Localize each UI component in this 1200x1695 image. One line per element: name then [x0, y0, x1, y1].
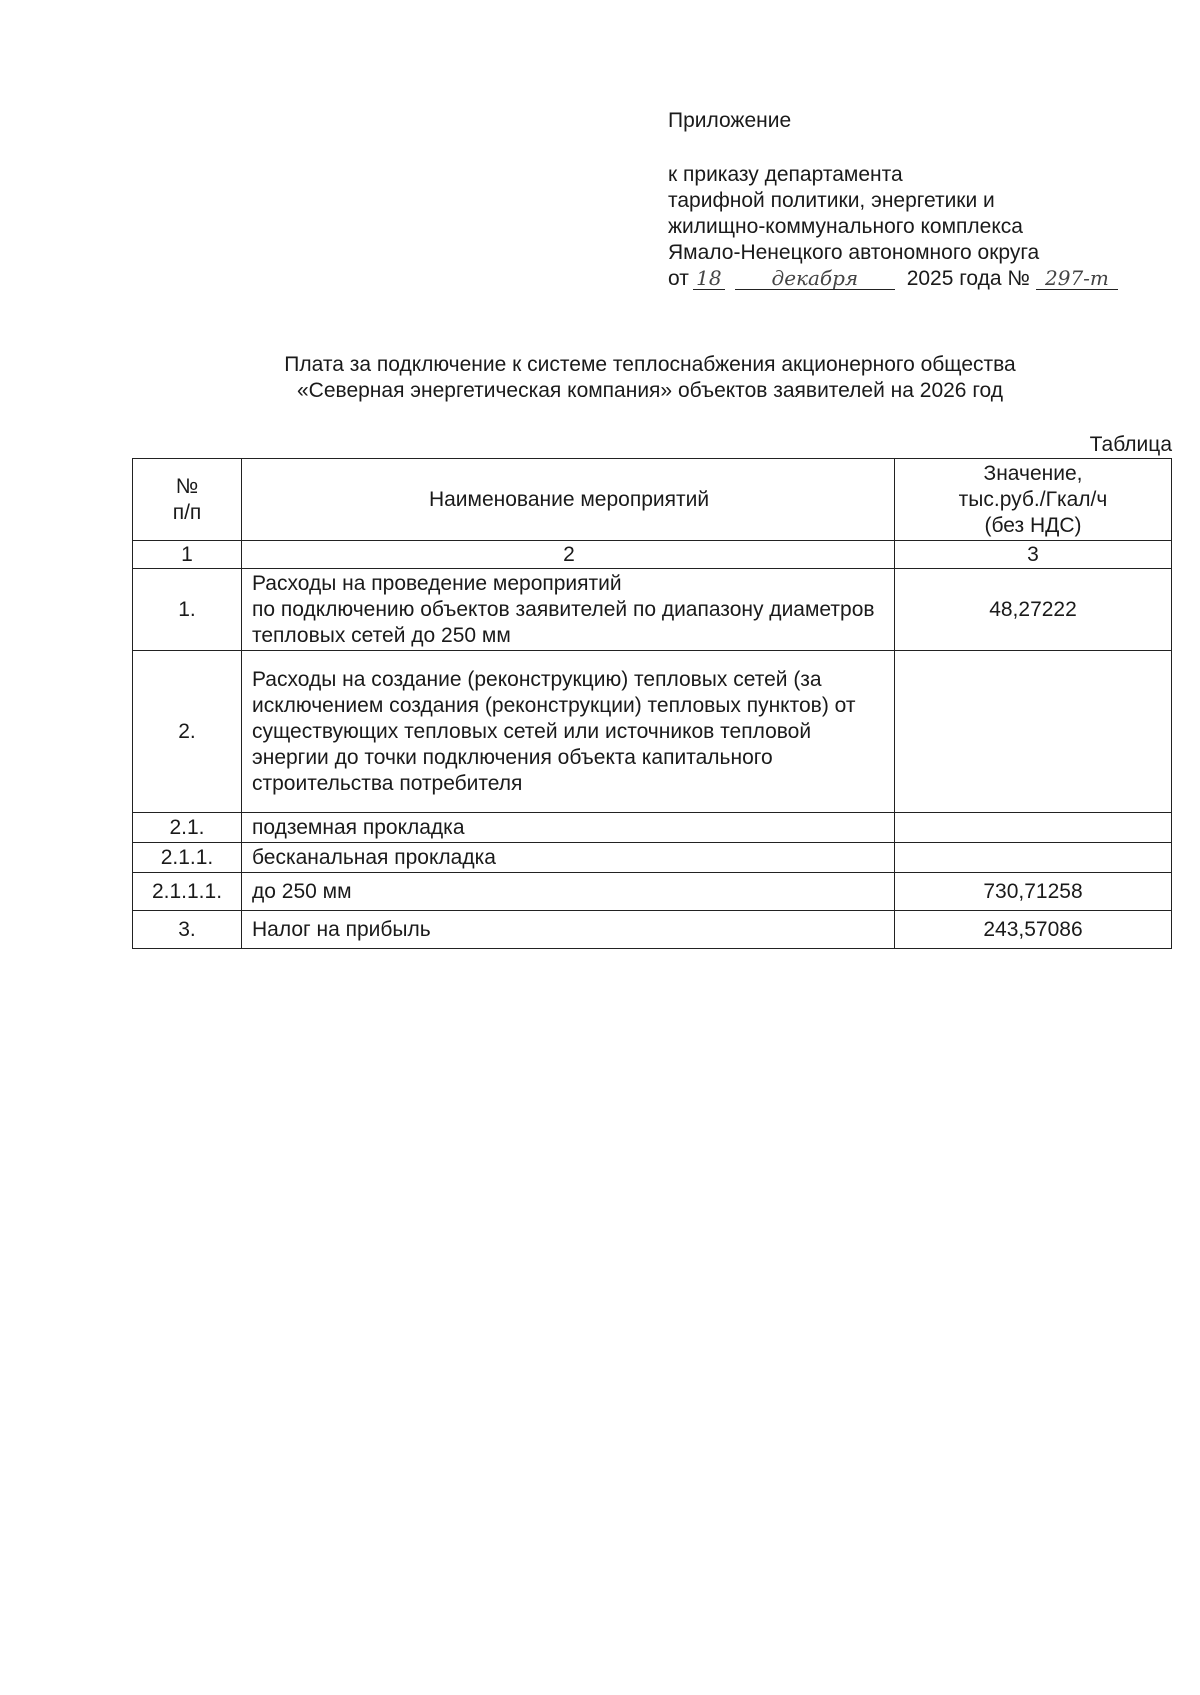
table-row — [133, 813, 1172, 843]
table-row — [133, 843, 1172, 873]
appendix-header — [668, 108, 1168, 292]
row-name: бесканальная прокладка — [242, 843, 895, 873]
header-name: Наименование мероприятий — [242, 459, 895, 541]
column-numbers-row — [133, 541, 1172, 569]
header-value: Значение, тыс.руб./Гкал/ч (без НДС) — [895, 459, 1172, 541]
appendix-line: тарифной политики, энергетики и — [668, 189, 995, 212]
row-name: Расходы на создание (реконструкцию) тепловых сетей (за исключением создания (реконструкции) тепловых пунктов) от существующих тепловых сетей или источников тепловой энергии до точки подключения объекта капитального строительства потребителя — [242, 651, 895, 813]
row-name: до 250 мм — [242, 873, 895, 911]
appendix-line: Ямало-Ненецкого автономного округа — [668, 241, 1040, 264]
document-title — [120, 352, 1180, 404]
row-value: 243,57086 — [895, 911, 1172, 949]
table-label: Таблица — [1089, 433, 1172, 456]
column-number: 1 — [133, 541, 242, 569]
handwritten-order-number: 297-т — [1036, 267, 1118, 290]
appendix-line: жилищно-коммунального комплекса — [668, 215, 1023, 238]
row-number: 2.1.1.1. — [133, 873, 242, 911]
row-name: Расходы на проведение мероприятий по подключению объектов заявителей по диапазону диаметров тепловых сетей до 250 мм — [242, 569, 895, 651]
document-title-line: «Северная энергетическая компания» объектов заявителей на 2026 год — [297, 379, 1003, 402]
column-number: 2 — [242, 541, 895, 569]
row-value — [895, 651, 1172, 813]
row-name: Налог на прибыль — [242, 911, 895, 949]
appendix-title: Приложение — [668, 109, 792, 132]
order-date-line — [668, 266, 1168, 292]
appendix-line: к приказу департамента — [668, 163, 903, 186]
row-value: 730,71258 — [895, 873, 1172, 911]
handwritten-day: 18 — [693, 267, 725, 290]
table-row — [133, 651, 1172, 813]
table-row — [133, 911, 1172, 949]
row-number: 2.1. — [133, 813, 242, 843]
row-value — [895, 843, 1172, 873]
fee-table — [132, 458, 1172, 949]
handwritten-month: декабря — [735, 267, 895, 290]
table-header-row — [133, 459, 1172, 541]
document-title-line: Плата за подключение к системе теплоснабжения акционерного общества — [284, 353, 1016, 376]
row-number: 1. — [133, 569, 242, 651]
date-prefix: от — [668, 267, 689, 290]
table-row — [133, 873, 1172, 911]
row-value: 48,27222 — [895, 569, 1172, 651]
row-number: 2. — [133, 651, 242, 813]
column-number: 3 — [895, 541, 1172, 569]
row-name: подземная прокладка — [242, 813, 895, 843]
date-year: 2025 года № — [906, 267, 1030, 290]
table-row — [133, 569, 1172, 651]
row-value — [895, 813, 1172, 843]
header-number: № п/п — [133, 459, 242, 541]
row-number: 2.1.1. — [133, 843, 242, 873]
row-number: 3. — [133, 911, 242, 949]
